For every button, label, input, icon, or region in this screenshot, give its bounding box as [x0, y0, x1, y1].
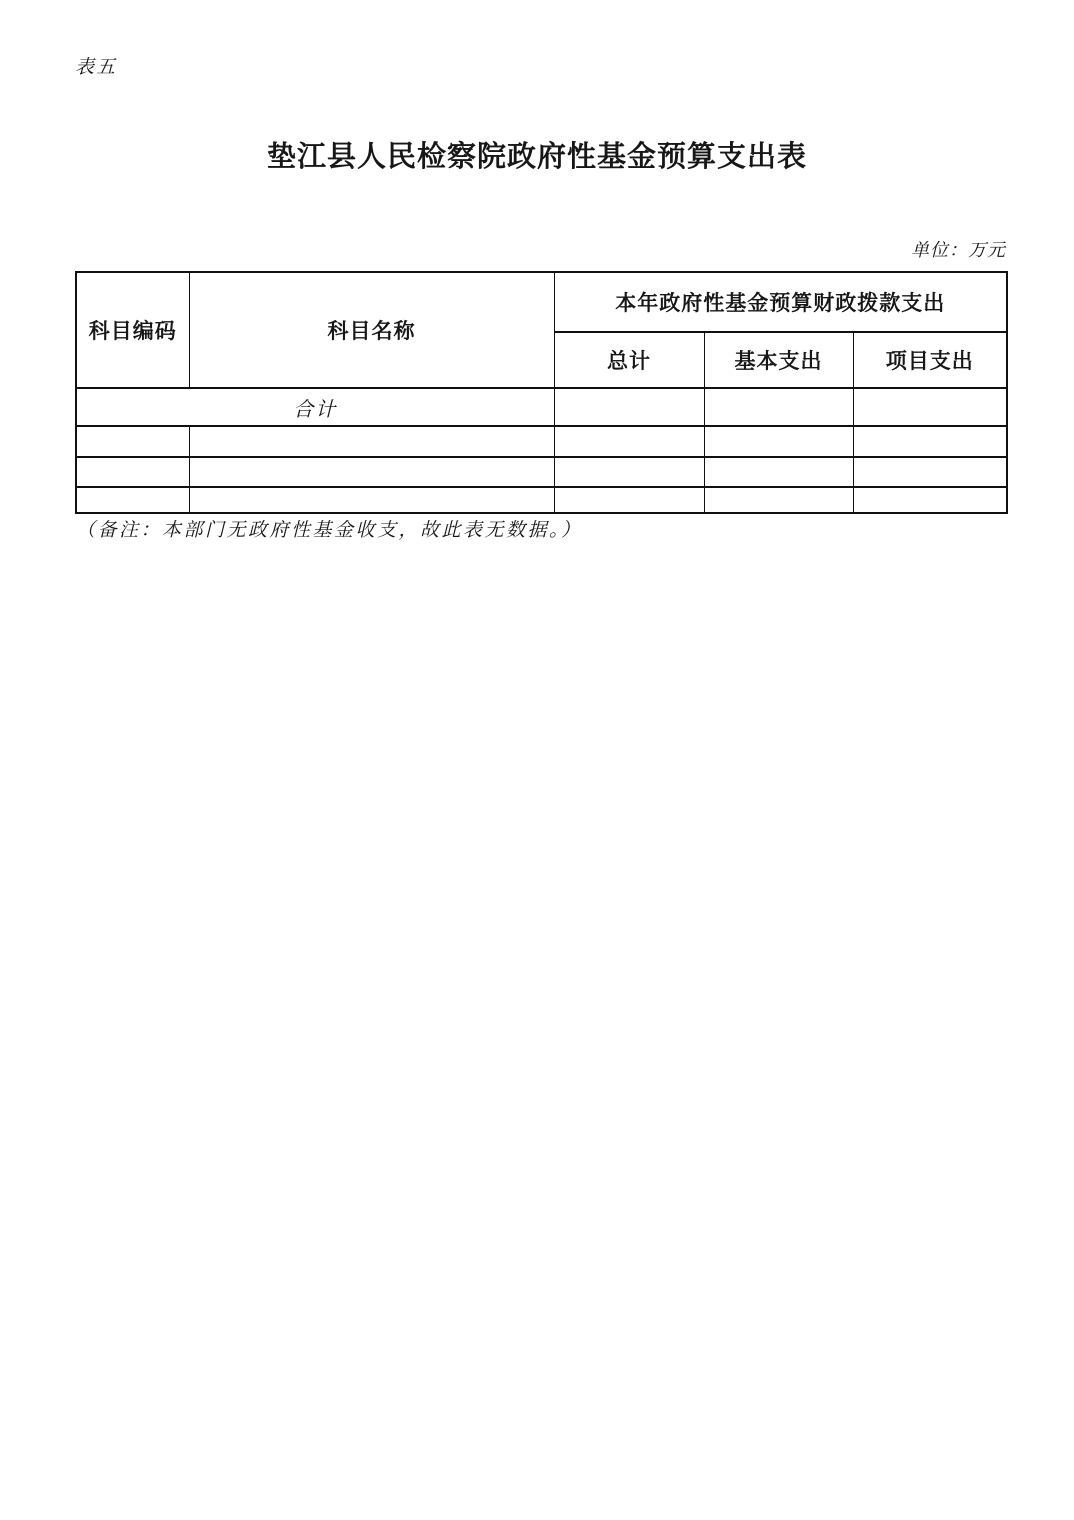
table-cell-name — [189, 457, 554, 487]
table-cell-project — [853, 487, 1007, 513]
budget-table — [75, 271, 1008, 514]
table-cell-basic — [704, 426, 853, 457]
table-number-label: 表五 — [75, 57, 118, 78]
table-cell-basic — [704, 487, 853, 513]
table-row — [76, 487, 1007, 513]
table-cell-name — [189, 426, 554, 457]
table-row — [76, 457, 1007, 487]
table-cell-project — [853, 457, 1007, 487]
table-row — [76, 426, 1007, 457]
table-cell-total — [554, 426, 704, 457]
header-subject-name: 科目名称 — [189, 272, 554, 388]
page-title: 垫江县人民检察院政府性基金预算支出表 — [266, 141, 807, 173]
header-subject-code: 科目编码 — [76, 272, 189, 388]
table-row-total — [76, 388, 1007, 426]
table-cell-code — [76, 426, 189, 457]
header-row-1 — [76, 272, 1007, 332]
header-total: 总计 — [554, 332, 704, 388]
table-cell-total — [554, 487, 704, 513]
total-row-label: 合计 — [76, 388, 554, 426]
table-cell-total — [554, 388, 704, 426]
unit-label: 单位：万元 — [911, 240, 1006, 260]
table-cell-basic — [704, 388, 853, 426]
header-basic-expenditure: 基本支出 — [704, 332, 853, 388]
table-cell-basic — [704, 457, 853, 487]
footnote: （备注：本部门无政府性基金收支，故此表无数据。） — [76, 520, 583, 541]
table-cell-total — [554, 457, 704, 487]
table-cell-code — [76, 457, 189, 487]
header-project-expenditure: 项目支出 — [853, 332, 1007, 388]
table-cell-project — [853, 388, 1007, 426]
table-cell-code — [76, 487, 189, 513]
header-fund-expenditure-group: 本年政府性基金预算财政拨款支出 — [554, 272, 1007, 332]
table-cell-name — [189, 487, 554, 513]
table-cell-project — [853, 426, 1007, 457]
